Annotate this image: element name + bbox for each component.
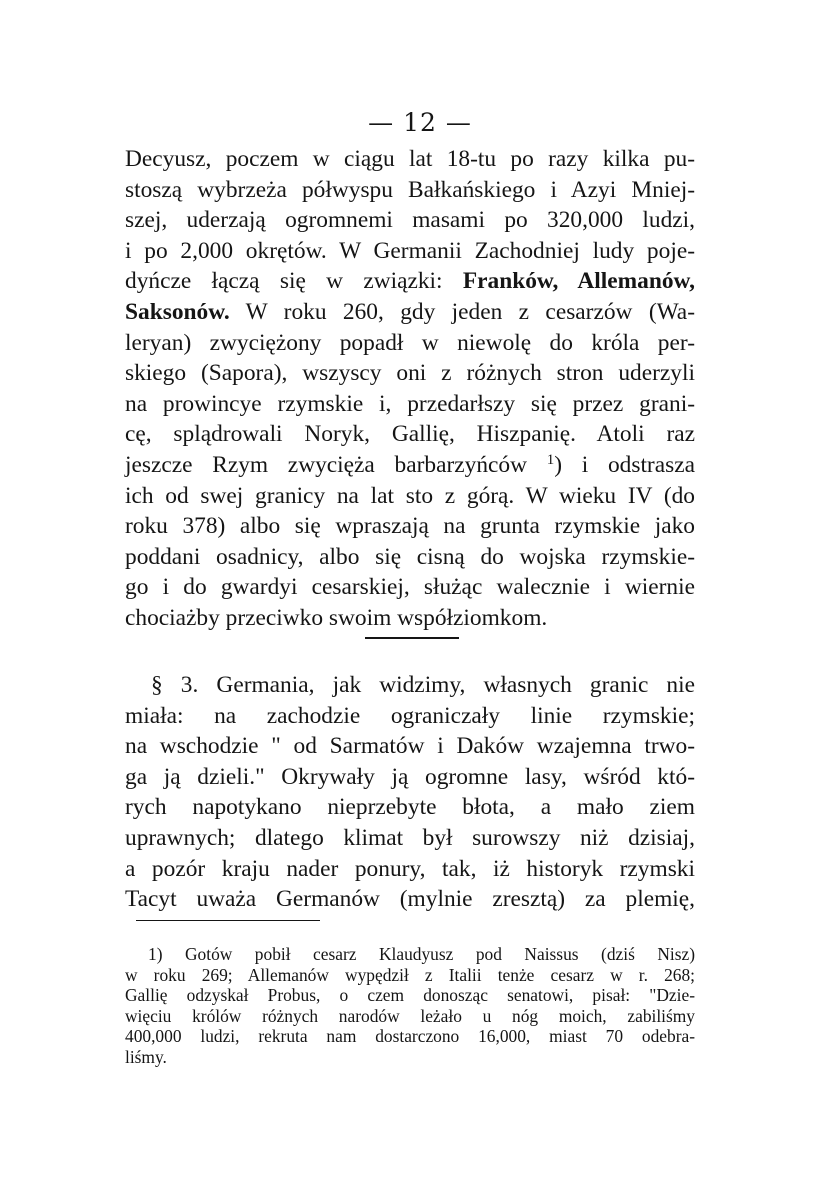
text-line: stoszą wybrzeża półwyspu Bałkańskiego i Azyi Mniej- [125, 176, 695, 203]
footnote-line: Gallię odzyskał Probus, o czem donosząc senatowi, pisał: "Dzie- [125, 985, 695, 1006]
footnote [125, 944, 695, 1068]
bold-tribe-names: Franków, Allemanów, [462, 268, 695, 295]
text-line: a pozór kraju nader ponury, tak, iż historyk rzymski [125, 855, 695, 882]
text-line: poddani osadnicy, albo się cisną do wojska rzymskie- [125, 543, 695, 570]
footnote-line: liśmy. [125, 1046, 167, 1067]
section-heading: § 3. [151, 672, 199, 698]
footnote-line: 1) Gotów pobił cesarz Klaudyusz pod Naissus (dziś Nisz) [148, 944, 695, 964]
footnote-line: więciu królów różnych narodów leżało u nóg moich, zabiliśmy [125, 1005, 695, 1026]
footnote-reference[interactable] [547, 452, 562, 478]
text-line: leryan) zwyciężony popadł w niewolę do króla per- [125, 329, 695, 356]
text-line [125, 266, 695, 297]
footnote-number: 1 [546, 451, 555, 468]
text-line: miała: na zachodzie ograniczały linie rzymskie; [125, 702, 695, 729]
text-line: Decyusz, poczem w ciągu lat 18-tu po razy kilka pu- [125, 146, 695, 172]
text-run: dyńcze łączą się w związki: [125, 268, 443, 295]
text-line [125, 450, 695, 481]
text-line: go i do gwardyi cesarskiej, służąc walecznie i wiernie [125, 574, 695, 601]
footnote-divider [136, 920, 320, 921]
text-line: ga ją dzieli." Okrywały ją ogromne lasy, wśród któ- [125, 763, 695, 790]
section-3-paragraph [125, 670, 695, 915]
text-line: roku 378) albo się wpraszają na grunta rzymskie jako [125, 513, 695, 540]
footnote-line: w roku 269; Allemanów wypędził z Italii tenże cesarz w r. 268; [125, 964, 695, 985]
section-divider [365, 637, 459, 639]
text-line: uprawnych; dlatego klimat był surowszy niż dzisiaj, [125, 824, 695, 851]
text-line: skiego (Sapora), wszyscy oni z różnych stron uderzyli [125, 360, 695, 387]
text-line: chociażby przeciwko swoim współziomkom. [125, 604, 548, 631]
page-number: — 12 — [368, 108, 472, 137]
text-run: Germania, jak widzimy, własnych granic nie [216, 672, 696, 698]
text-line: cę, splądrowali Noryk, Gallię, Hiszpanię. Atoli raz [125, 421, 695, 448]
text-line [125, 670, 695, 701]
footnote-paren: ) [554, 451, 563, 478]
text-run: jeszcze Rzym zwycięża barbarzyńców [125, 451, 527, 478]
text-line: szej, uderzają ogromnemi masami po 320,000 ludzi, [125, 207, 695, 234]
text-run: i odstrasza [581, 451, 695, 478]
text-line [125, 297, 695, 328]
text-line: Tacyt uważa Germanów (mylnie zresztą) za plemię, [125, 886, 695, 913]
text-line: na prowincye rzymskie i, przedarłszy się przez grani- [125, 390, 695, 417]
text-line: rych napotykano nieprzebyte błota, a mało ziem [125, 794, 695, 821]
text-line: i po 2,000 okrętów. W Germanii Zachodniej ludy poje- [125, 237, 695, 264]
text-run: W roku 260, gdy jeden z cesarzów (Wa- [245, 298, 695, 325]
footnote-line: 400,000 ludzi, rekruta nam dostarczono 16,000, miast 70 odebra- [125, 1026, 695, 1047]
paragraph-continuation [125, 144, 695, 634]
text-line: ich od swej granicy na lat sto z górą. W wieku IV (do [125, 482, 695, 509]
text-line: na wschodzie " od Sarmatów i Daków wzajemna trwo- [125, 733, 695, 760]
bold-tribe-name: Saksonów. [125, 298, 230, 325]
